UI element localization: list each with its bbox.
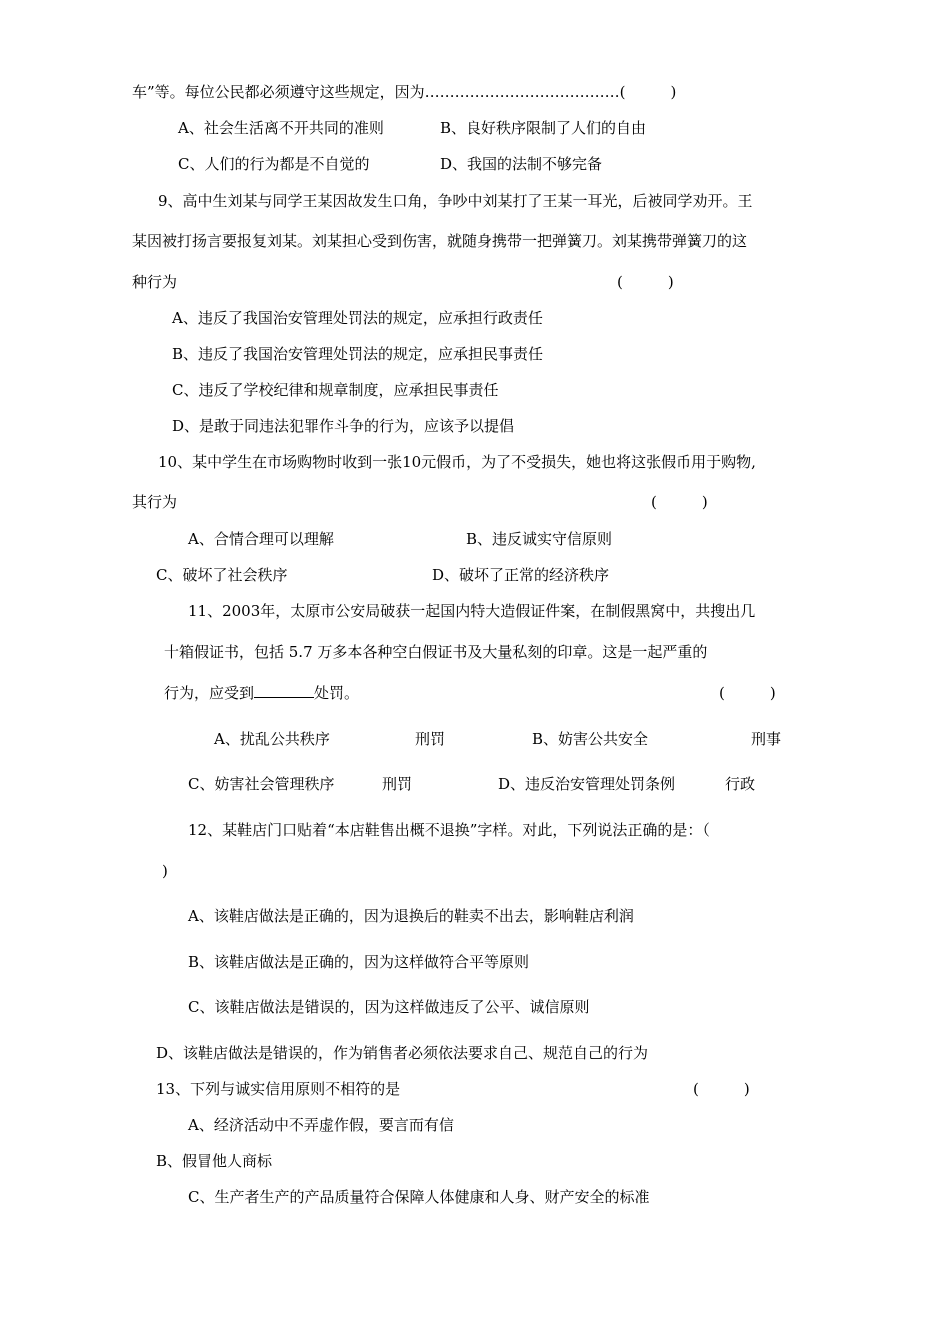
q9-line-2: 某因被打扬言要报复刘某。刘某担心受到伤害，就随身携带一把弹簧刀。刘某携带弹簧刀的这 [132, 232, 748, 250]
q9-line-1: 9、高中生刘某与同学王某因故发生口角，争吵中刘某打了王某一耳光，后被同学劝开。王 [158, 192, 753, 210]
q9-option-a: A、违反了我国治安管理处罚法的规定，应承担行政责任 [172, 309, 543, 327]
q9-answer-paren: ( ) [617, 273, 674, 291]
q12-option-b: B、该鞋店做法是正确的，因为这样做符合平等原则 [188, 953, 530, 971]
q10-option-a: A、合情合理可以理解 [188, 530, 334, 548]
q8-option-d: D、我国的法制不够完备 [440, 155, 603, 173]
q10-line-1: 10、某中学生在市场购物时收到一张10元假币，为了不受损失，她也将这张假币用于购物, [158, 453, 756, 471]
q11-option-c-penalty: 刑罚 [382, 775, 413, 793]
q12-option-d: D、该鞋店做法是错误的，作为销售者必须依法要求自己、规范自己的行为 [156, 1044, 649, 1062]
q12-line-1: 12、某鞋店门口贴着“本店鞋售出概不退换”字样。对此，下列说法正确的是：（ [188, 821, 710, 839]
q9-option-b: B、违反了我国治安管理处罚法的规定，应承担民事责任 [172, 345, 544, 363]
q11-option-a: A、扰乱公共秩序 [214, 730, 330, 748]
q9-option-d: D、是敢于同违法犯罪作斗争的行为，应该予以提倡 [172, 417, 515, 435]
q11-option-d-penalty: 行政 [725, 775, 756, 793]
q11-fill-blank [254, 683, 314, 698]
q11-answer-paren: ( ) [719, 684, 776, 702]
q11-line-2: 十箱假证书，包括 5.7 万多本各种空白假证书及大量私刻的印章。这是一起严重的 [164, 643, 708, 661]
q13-line-1: 13、下列与诚实信用原则不相符的是 [156, 1080, 401, 1098]
q13-option-c: C、生产者生产的产品质量符合保障人体健康和人身、财产安全的标准 [188, 1188, 650, 1206]
q10-option-c: C、破坏了社会秩序 [156, 566, 288, 584]
q10-option-b: B、违反诚实守信原则 [466, 530, 613, 548]
q8-option-a: A、社会生活离不开共同的准则 [178, 119, 384, 137]
q12-option-c: C、该鞋店做法是错误的，因为这样做违反了公平、诚信原则 [188, 998, 590, 1016]
q11-option-b-penalty: 刑事 [751, 730, 782, 748]
q11-line-3-post: 处罚。 [314, 684, 360, 702]
q10-line-2: 其行为 [132, 493, 178, 511]
q10-option-d: D、破坏了正常的经济秩序 [432, 566, 610, 584]
q9-option-c: C、违反了学校纪律和规章制度，应承担民事责任 [172, 381, 499, 399]
q12-line-2: ) [162, 862, 168, 880]
q11-line-3 [164, 683, 359, 703]
q11-option-a-penalty: 刑罚 [415, 730, 446, 748]
q11-option-c: C、妨害社会管理秩序 [188, 775, 335, 793]
q11-option-b: B、妨害公共安全 [532, 730, 649, 748]
q8-stem-tail: 车”等。每位公民都必须遵守这些规定，因为…………………………………( ) [132, 83, 677, 101]
q11-line-3-pre: 行为，应受到 [164, 684, 255, 702]
q10-answer-paren: ( ) [651, 493, 708, 511]
q8-option-b: B、良好秩序限制了人们的自由 [440, 119, 647, 137]
q9-line-3: 种行为 [132, 273, 178, 291]
q13-option-b: B、假冒他人商标 [156, 1152, 273, 1170]
q11-option-d: D、违反治安管理处罚条例 [498, 775, 676, 793]
q12-option-a: A、该鞋店做法是正确的，因为退换后的鞋卖不出去，影响鞋店利润 [188, 907, 634, 925]
q8-option-c: C、人们的行为都是不自觉的 [178, 155, 370, 173]
q13-option-a: A、经济活动中不弄虚作假，要言而有信 [188, 1116, 454, 1134]
q11-line-1: 11、2003年，太原市公安局破获一起国内特大造假证件案，在制假黑窝中，共搜出几 [188, 602, 756, 620]
q13-answer-paren: ( ) [693, 1080, 750, 1098]
